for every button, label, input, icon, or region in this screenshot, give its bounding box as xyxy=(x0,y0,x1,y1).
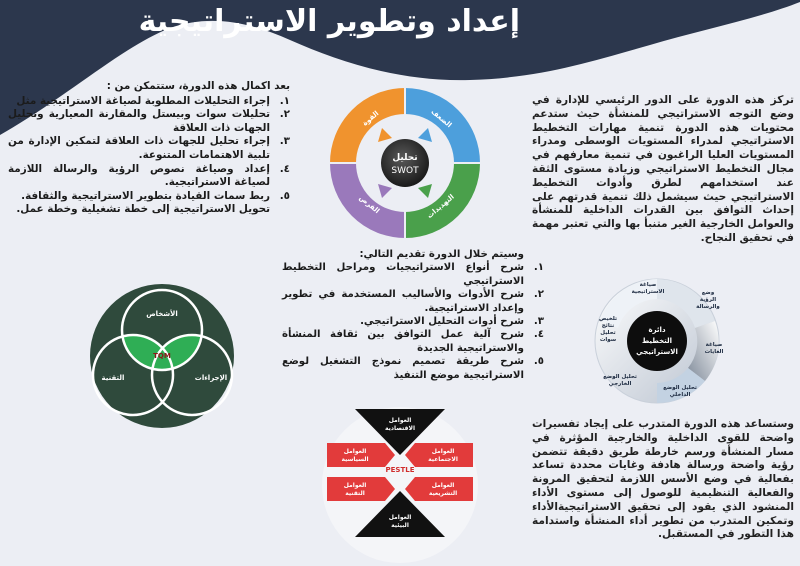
cycle-center-line2: التخطيط xyxy=(641,337,673,345)
outcome-item xyxy=(8,163,290,190)
tqm-procedures-label: الإجراءات xyxy=(194,374,228,382)
outcome-number: ١. xyxy=(279,94,290,107)
pestle-technological-arrow xyxy=(327,477,395,501)
outcome-number: ٤. xyxy=(279,162,290,175)
cycle-step-swot-summary-3: تحليل xyxy=(600,330,616,336)
outcome-text: إعداد وصياغة نصوص الرؤية والرسالة اللازمة لصياغة الاستراتيجية. xyxy=(8,162,270,189)
outcome-text: ربط سمات القيادة بتطوير الاستراتيجية والثقافة. xyxy=(21,189,270,202)
topic-text: شرح آلية عمل التوافق بين ثقافة المنشأة والاستراتيجية الجديدة xyxy=(282,329,524,354)
cycle-step-strategy-formulation-2: الاستراتيجية xyxy=(631,289,665,295)
pestle-political-arrow xyxy=(327,443,395,467)
closing-text: وستساعد هذه الدورة المتدرب على إيجاد تفسيرات واضحة للقوى الداخلية والخارجية المؤثرة في مسار المنشأة ورسم خارطة طريق دقيقة تتضمن رؤية واضحة ورسالة هادفة وغايات محددة تساعد بفعالية في وضع الأسس اللازمة لتحقيق المرونة والفعالية التنظيمية للوصول إلى مستوى الأداء المنشود الذي يقود إلى تحقيق الاستراتيجيةالأداء وتمكين المتدرب من تطوير أداء المنشأة واستدامة هذا التطور في المستقبل. xyxy=(532,418,794,541)
tqm-people-label: الأشخاص xyxy=(146,310,178,318)
pestle-economic-label-2: الاقتصادية xyxy=(384,425,416,432)
cycle-step-vision-mission-3: والرسالة xyxy=(696,304,720,310)
pestle-legal-arrow xyxy=(405,477,473,501)
pestle-social-label-2: الاجتماعية xyxy=(428,456,458,463)
cycle-step-goals-2: الغايات xyxy=(704,349,724,355)
cycle-step-swot-summary-4: سوات xyxy=(599,337,617,343)
topic-number: ١. xyxy=(533,262,544,274)
swot-diagram xyxy=(330,88,480,238)
outcome-item xyxy=(8,135,290,162)
tqm-center-label: TQM xyxy=(153,352,171,360)
outcome-item xyxy=(8,190,290,204)
cycle-center-line1: دائرة xyxy=(648,326,666,334)
topic-text: شرح طريقة تصميم نموذج التشغيل لوضع الاستراتيجية موضع التنفيذ xyxy=(282,356,524,381)
swot-threats-label: التهديدات xyxy=(425,192,456,221)
topics-list xyxy=(282,261,544,382)
tqm-technology-label: التقنية xyxy=(101,374,125,382)
topic-text: شرح الأدوات والأساليب المستخدمة في تطوير وإعداد الاستراتيجية. xyxy=(282,289,524,314)
outcome-text: تحليلات سوات وبيستل والمقارنة المعيارية وتحليل الجهات ذات العلاقة xyxy=(8,108,270,134)
outcomes-tail: تحويل الاستراتيجية إلى خطة تشغيلية وخطة عمل. xyxy=(16,203,270,216)
pestle-political-label-2: السياسية xyxy=(341,456,369,463)
swot-opportunities-label: الفرص xyxy=(357,193,381,216)
intro-text: تركز هذه الدورة على الدور الرئيسي للإدارة في وضع التوجه الاستراتيجي للمنشأة حيث ستدعم محتويات هذه الدورة تنمية مهارات التخطيط الاستراتيجي لمدراء المستويات الوسطى ومدراء المستويات العليا الراغبون في تنمية معارفهم في مجال التخطيط الاستراتيجي وزيادة مستوى الثقة عند استخدامهم لطرق وأدوات التخطيط الاستراتيجي حيث سيشمل ذلك تنمية قدرتهم على إحداث التوافق بين القدرات الداخلية للمنشأة والعوامل الخارجية الغير متنبأ بها والتي تعتبر مهمة في تحقيق النجاح. xyxy=(532,94,794,244)
cycle-step-strategy-formulation: صياغة xyxy=(639,282,657,288)
cycle-step-internal-analysis: تحليل الوضع xyxy=(663,385,697,391)
topic-item xyxy=(282,261,544,288)
outcome-item xyxy=(8,108,290,135)
pestle-social-label: العوامل xyxy=(431,448,455,455)
swot-strengths-label: القوة xyxy=(361,109,381,128)
swot-weaknesses-label: الضعف xyxy=(429,107,454,130)
cycle-step-internal-analysis-2: الداخلي xyxy=(669,392,691,398)
outcome-number: ٥. xyxy=(279,189,290,202)
pestle-environmental-label: العوامل xyxy=(388,514,412,521)
pestle-legal-label-2: التشريعية xyxy=(428,490,458,497)
outcomes-lead: بعد اكمال هذه الدورة، ستتمكن من : xyxy=(106,80,290,92)
cycle-step-vision-mission-2: الرؤية xyxy=(699,297,717,303)
outcome-text: إجراء التحليلات المطلوبة لصياغة الاستراتيجية مثل xyxy=(16,94,270,107)
cycle-step-vision-mission: وضع xyxy=(701,290,715,296)
topic-number: ٤. xyxy=(533,329,544,341)
outcome-text: إجراء تحليل للجهات ذات العلاقة لتمكين الإدارة من تلبية الاهتمامات المتنوعة. xyxy=(8,135,270,161)
learning-outcomes xyxy=(8,80,290,217)
cycle-step-swot-summary-2: نتائج xyxy=(601,323,615,329)
pestle-political-label: العوامل xyxy=(343,448,367,455)
pestle-technological-label: العوامل xyxy=(343,482,367,489)
topic-text: شرح أدوات التحليل الاستراتيجي. xyxy=(360,316,524,328)
topic-item xyxy=(282,328,544,355)
topic-number: ٥. xyxy=(533,356,544,368)
pestle-social-arrow xyxy=(405,443,473,467)
closing-paragraph xyxy=(532,418,794,542)
topic-item xyxy=(282,315,544,328)
topic-number: ٢. xyxy=(533,289,544,301)
topic-number: ٣. xyxy=(533,316,544,328)
cycle-center-line3: الاستراتيجي xyxy=(636,348,678,356)
cycle-step-swot-summary: تلخيص xyxy=(598,316,618,322)
planning-cycle-diagram xyxy=(590,266,725,416)
pestle-economic-label: العوامل xyxy=(388,417,412,424)
pestle-center-label: PESTLE xyxy=(385,466,415,474)
course-topics xyxy=(282,248,544,382)
topic-item xyxy=(282,355,544,382)
outcome-number: ٢. xyxy=(279,108,290,121)
outcome-number: ٣. xyxy=(279,135,290,148)
topic-text: شرح أنواع الاستراتيجيات ومراحل التخطيط الاستراتيجي xyxy=(282,262,524,287)
cycle-step-external-analysis: تحليل الوضع xyxy=(603,374,637,380)
outcome-item xyxy=(8,95,290,109)
topics-lead: وسيتم خلال الدورة تقديم التالي: xyxy=(359,249,524,260)
topic-item xyxy=(282,288,544,315)
intro-paragraph xyxy=(532,94,794,246)
tqm-venn-diagram xyxy=(75,280,250,430)
swot-center-label: تحليل xyxy=(392,153,418,163)
outcomes-list xyxy=(8,95,290,204)
pestle-diagram xyxy=(315,405,485,565)
cycle-step-goals: صياغة xyxy=(705,342,723,348)
cycle-step-external-analysis-2: الخارجي xyxy=(608,381,632,387)
page-title: إعداد وتطوير الاستراتيجية xyxy=(138,4,520,39)
pestle-legal-label: العوامل xyxy=(431,482,455,489)
pestle-technological-label-2: التقنية xyxy=(345,490,365,497)
pestle-environmental-label-2: البيئية xyxy=(391,522,409,529)
swot-center-acronym: SWOT xyxy=(391,166,419,176)
swot-center xyxy=(381,139,429,187)
